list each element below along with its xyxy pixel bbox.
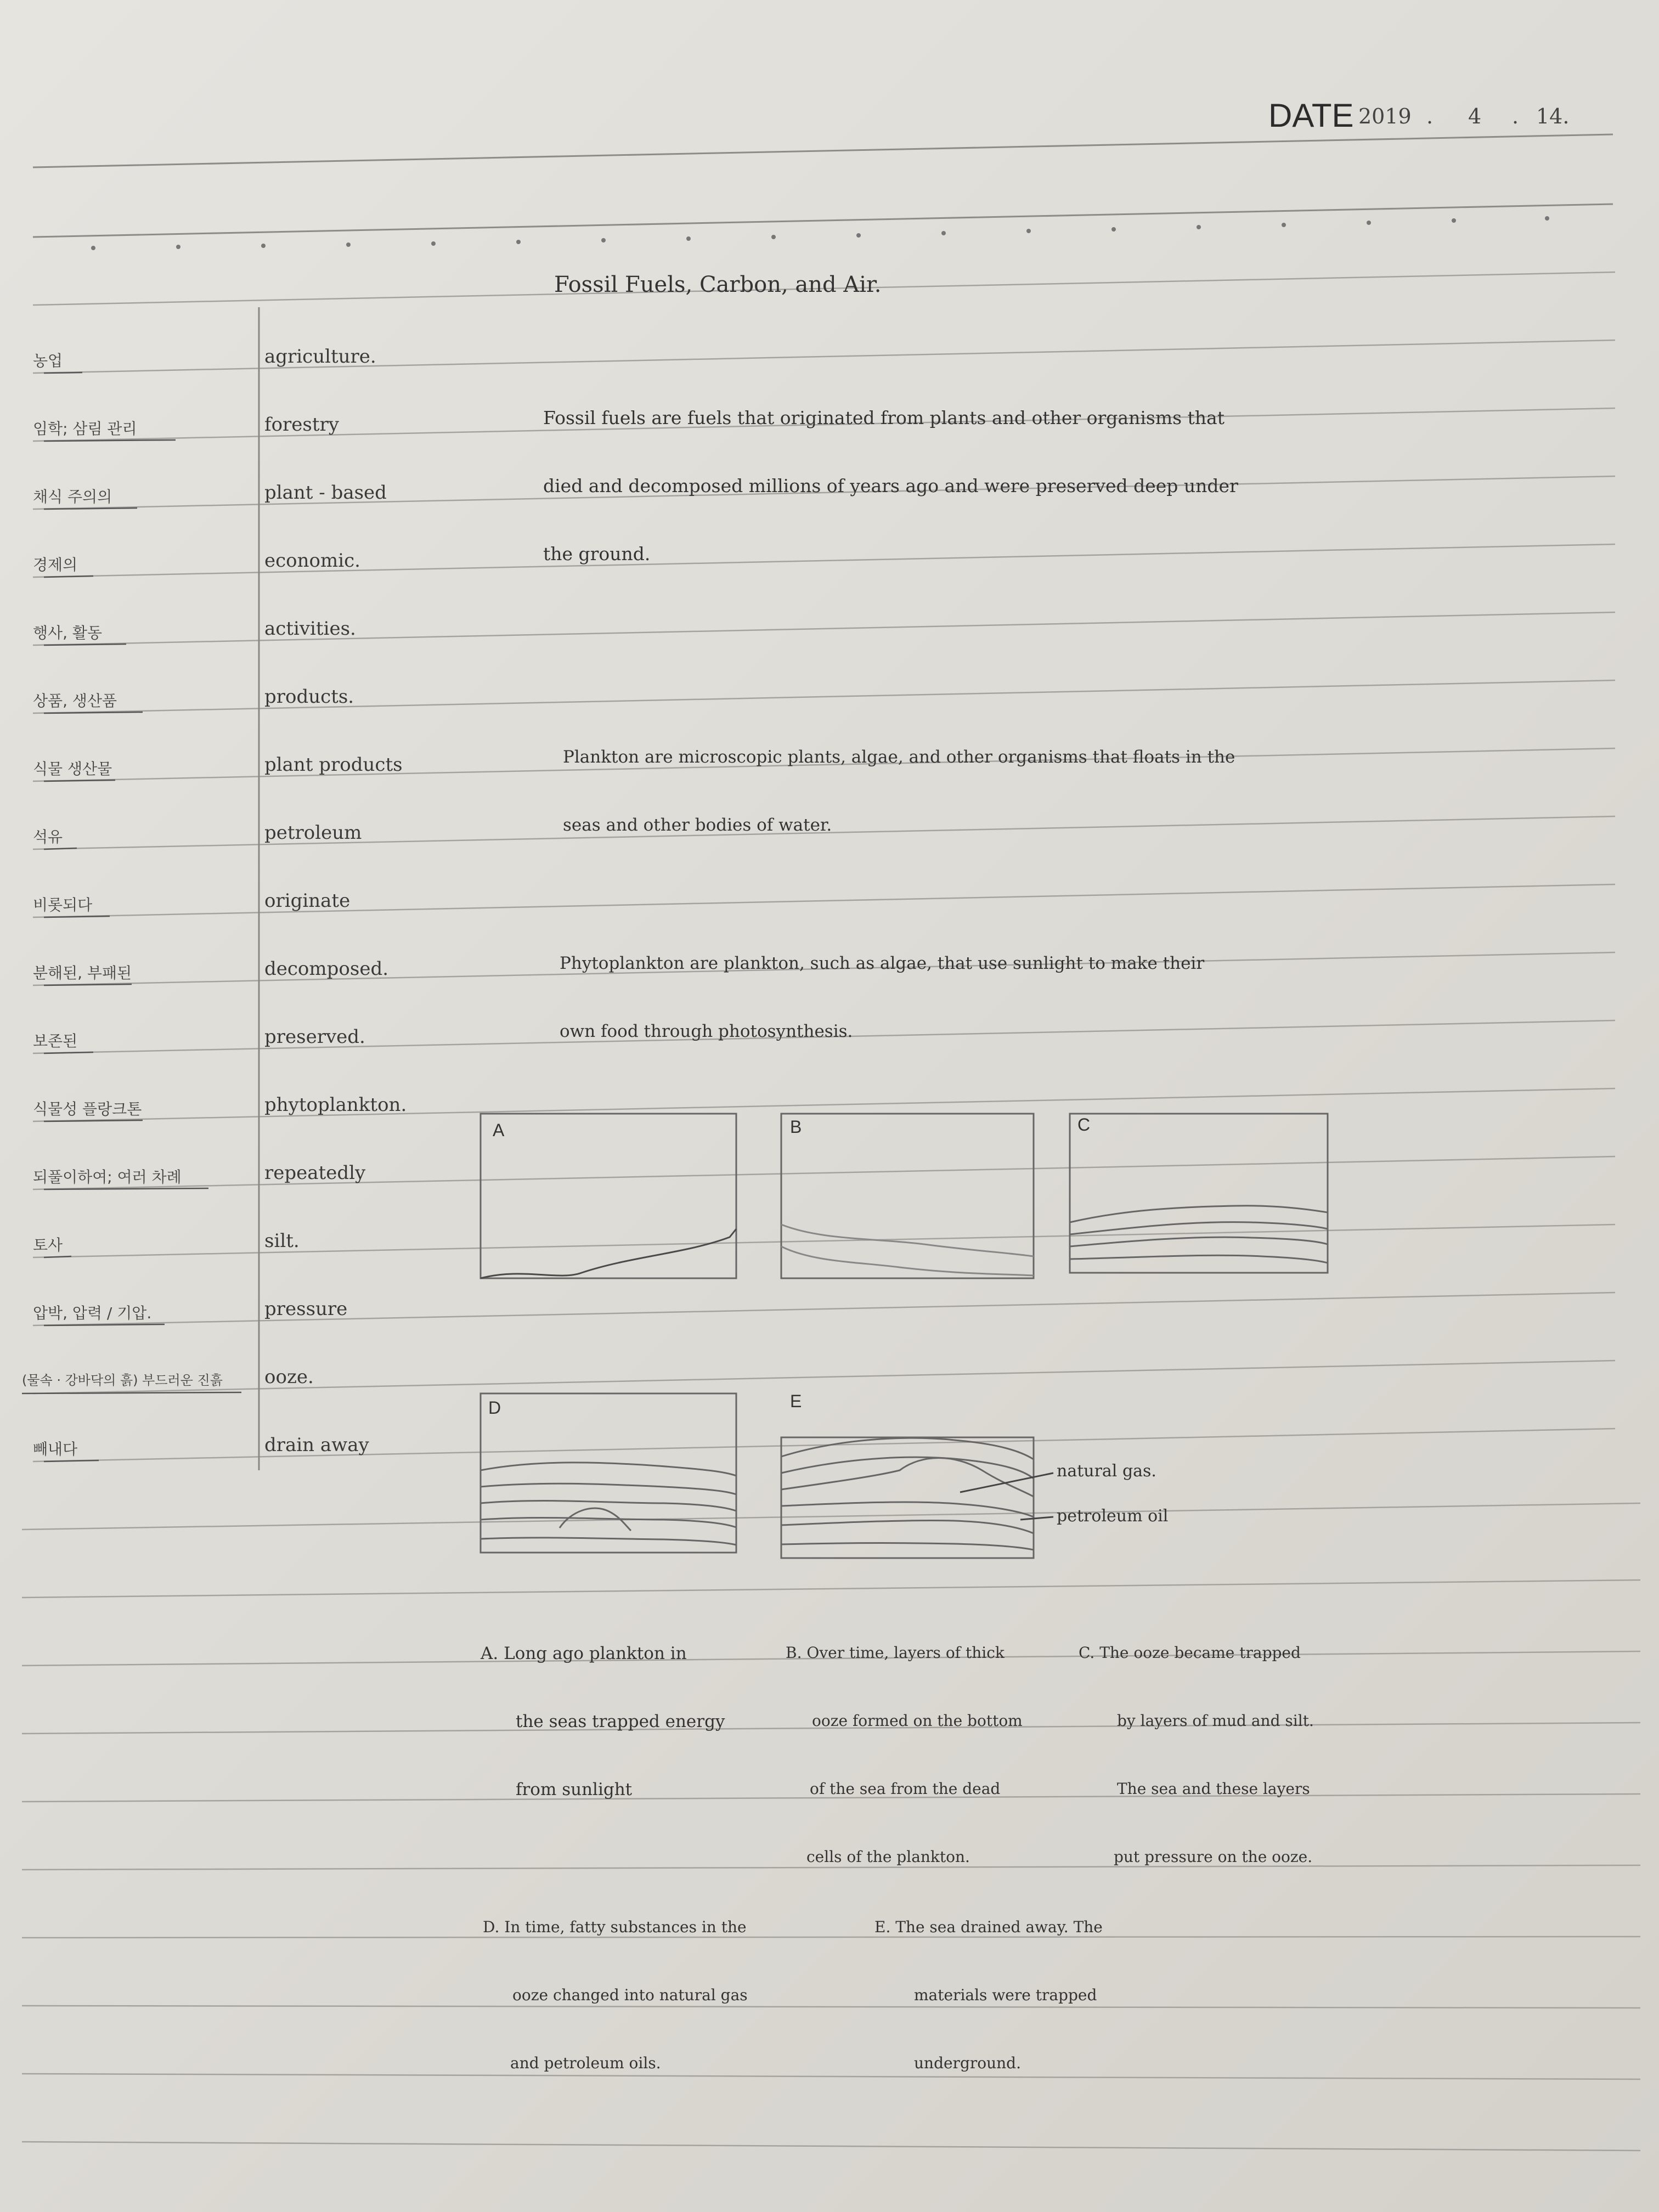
vocab-ko: 되풀이하여; 여러 차례	[33, 1168, 182, 1186]
vocab-ko: 채식 주의의	[33, 488, 112, 506]
caption-c: The sea and these layers	[1117, 1780, 1310, 1798]
vocab-en: plant - based	[264, 482, 387, 504]
vocab-ko: 식물성 플랑크톤	[33, 1100, 142, 1118]
caption-e: underground.	[914, 2054, 1022, 2072]
vocab-ko: 경제의	[33, 556, 78, 574]
panel-c-label: C	[1077, 1115, 1091, 1135]
date-month: 4	[1468, 104, 1482, 128]
petroleum-oil-annotation: petroleum oil	[1057, 1506, 1169, 1526]
vocab-en: forestry	[264, 414, 339, 436]
note-plankton-line: seas and other bodies of water.	[563, 815, 832, 835]
vocab-en: petroleum	[264, 822, 362, 844]
natural-gas-annotation: natural gas.	[1057, 1462, 1156, 1481]
date-label: DATE	[1268, 97, 1354, 134]
date-separator: .	[1426, 104, 1434, 128]
date-separator: .	[1512, 104, 1519, 128]
panel-b-label: B	[790, 1117, 802, 1137]
panel-d-label: D	[488, 1398, 501, 1418]
caption-c: by layers of mud and silt.	[1117, 1712, 1314, 1730]
panel-b	[781, 1114, 1034, 1278]
vocab-en: repeatedly	[264, 1162, 366, 1184]
vocab-ko: 분해된, 부패된	[33, 964, 132, 982]
vocab-en: preserved.	[264, 1026, 365, 1048]
caption-a: from sunlight	[516, 1780, 633, 1799]
note-fossil-line: the ground.	[543, 543, 651, 565]
caption-e: E. The sea drained away. The	[874, 1918, 1103, 1936]
vocab-ko: 빼내다	[33, 1440, 78, 1458]
vocab-en: products.	[264, 686, 354, 708]
vocab-ko: 농업	[33, 352, 63, 370]
vocab-en: ooze.	[264, 1366, 314, 1388]
vocab-ko: 비롯되다	[33, 896, 93, 914]
vocab-en: originate	[264, 890, 351, 912]
vocab-ko: 보존된	[33, 1032, 78, 1050]
caption-a: the seas trapped energy	[516, 1712, 725, 1731]
page-title: Fossil Fuels, Carbon, and Air.	[554, 272, 882, 297]
caption-b: B. Over time, layers of thick	[786, 1644, 1005, 1662]
caption-c: put pressure on the ooze.	[1114, 1848, 1313, 1866]
caption-d: and petroleum oils.	[510, 2054, 661, 2072]
panel-a	[481, 1114, 736, 1278]
date-day: 14.	[1536, 104, 1570, 128]
panel-d	[481, 1393, 736, 1553]
caption-c: C. The ooze became trapped	[1079, 1644, 1301, 1662]
vocab-ko: 식물 생산물	[33, 760, 112, 778]
vocab-ko: 압박, 압력 / 기압.	[33, 1304, 152, 1322]
vocab-en: silt.	[264, 1230, 300, 1252]
vocab-ko: 토사	[33, 1236, 63, 1254]
panel-e-label: E	[790, 1391, 802, 1411]
panel-c	[1070, 1114, 1328, 1273]
caption-d: D. In time, fatty substances in the	[483, 1918, 747, 1936]
vocab-ko: (물속 · 강바닥의 흙) 부드러운 진흙	[22, 1373, 223, 1388]
vocab-en: drain away	[264, 1434, 369, 1456]
caption-b: ooze formed on the bottom	[812, 1712, 1023, 1730]
caption-a: A. Long ago plankton in	[481, 1644, 687, 1663]
vocab-ko: 석유	[33, 828, 63, 846]
vocab-en: decomposed.	[264, 958, 389, 980]
panel-e	[781, 1437, 1034, 1558]
caption-b: of the sea from the dead	[810, 1780, 1001, 1798]
caption-e: materials were trapped	[914, 1986, 1097, 2004]
note-phytoplankton-line: own food through photosynthesis.	[560, 1022, 853, 1041]
note-fossil-line: Fossil fuels are fuels that originated from plants and other organisms that	[543, 407, 1224, 428]
caption-b: cells of the plankton.	[806, 1848, 970, 1866]
date-year: 2019	[1358, 104, 1412, 128]
vocab-en: agriculture.	[264, 346, 376, 368]
vocab-ko: 상품, 생산품	[33, 692, 117, 710]
panel-a-label: A	[493, 1120, 505, 1140]
vocab-en: phytoplankton.	[264, 1094, 407, 1116]
caption-d: ooze changed into natural gas	[512, 1986, 748, 2004]
vocab-en: plant products	[264, 754, 403, 776]
vocab-en: pressure	[264, 1298, 348, 1320]
note-plankton-line: Plankton are microscopic plants, algae, and other organisms that floats in the	[563, 747, 1235, 767]
vocab-en: activities.	[264, 618, 356, 640]
note-phytoplankton-line: Phytoplankton are plankton, such as algae, that use sunlight to make their	[560, 953, 1205, 973]
note-fossil-line: died and decomposed millions of years ago and were preserved deep under	[543, 475, 1238, 496]
vocab-ko: 임학; 삼림 관리	[33, 420, 137, 438]
vocab-en: economic.	[264, 550, 360, 572]
vocab-ko: 행사, 활동	[33, 624, 102, 642]
